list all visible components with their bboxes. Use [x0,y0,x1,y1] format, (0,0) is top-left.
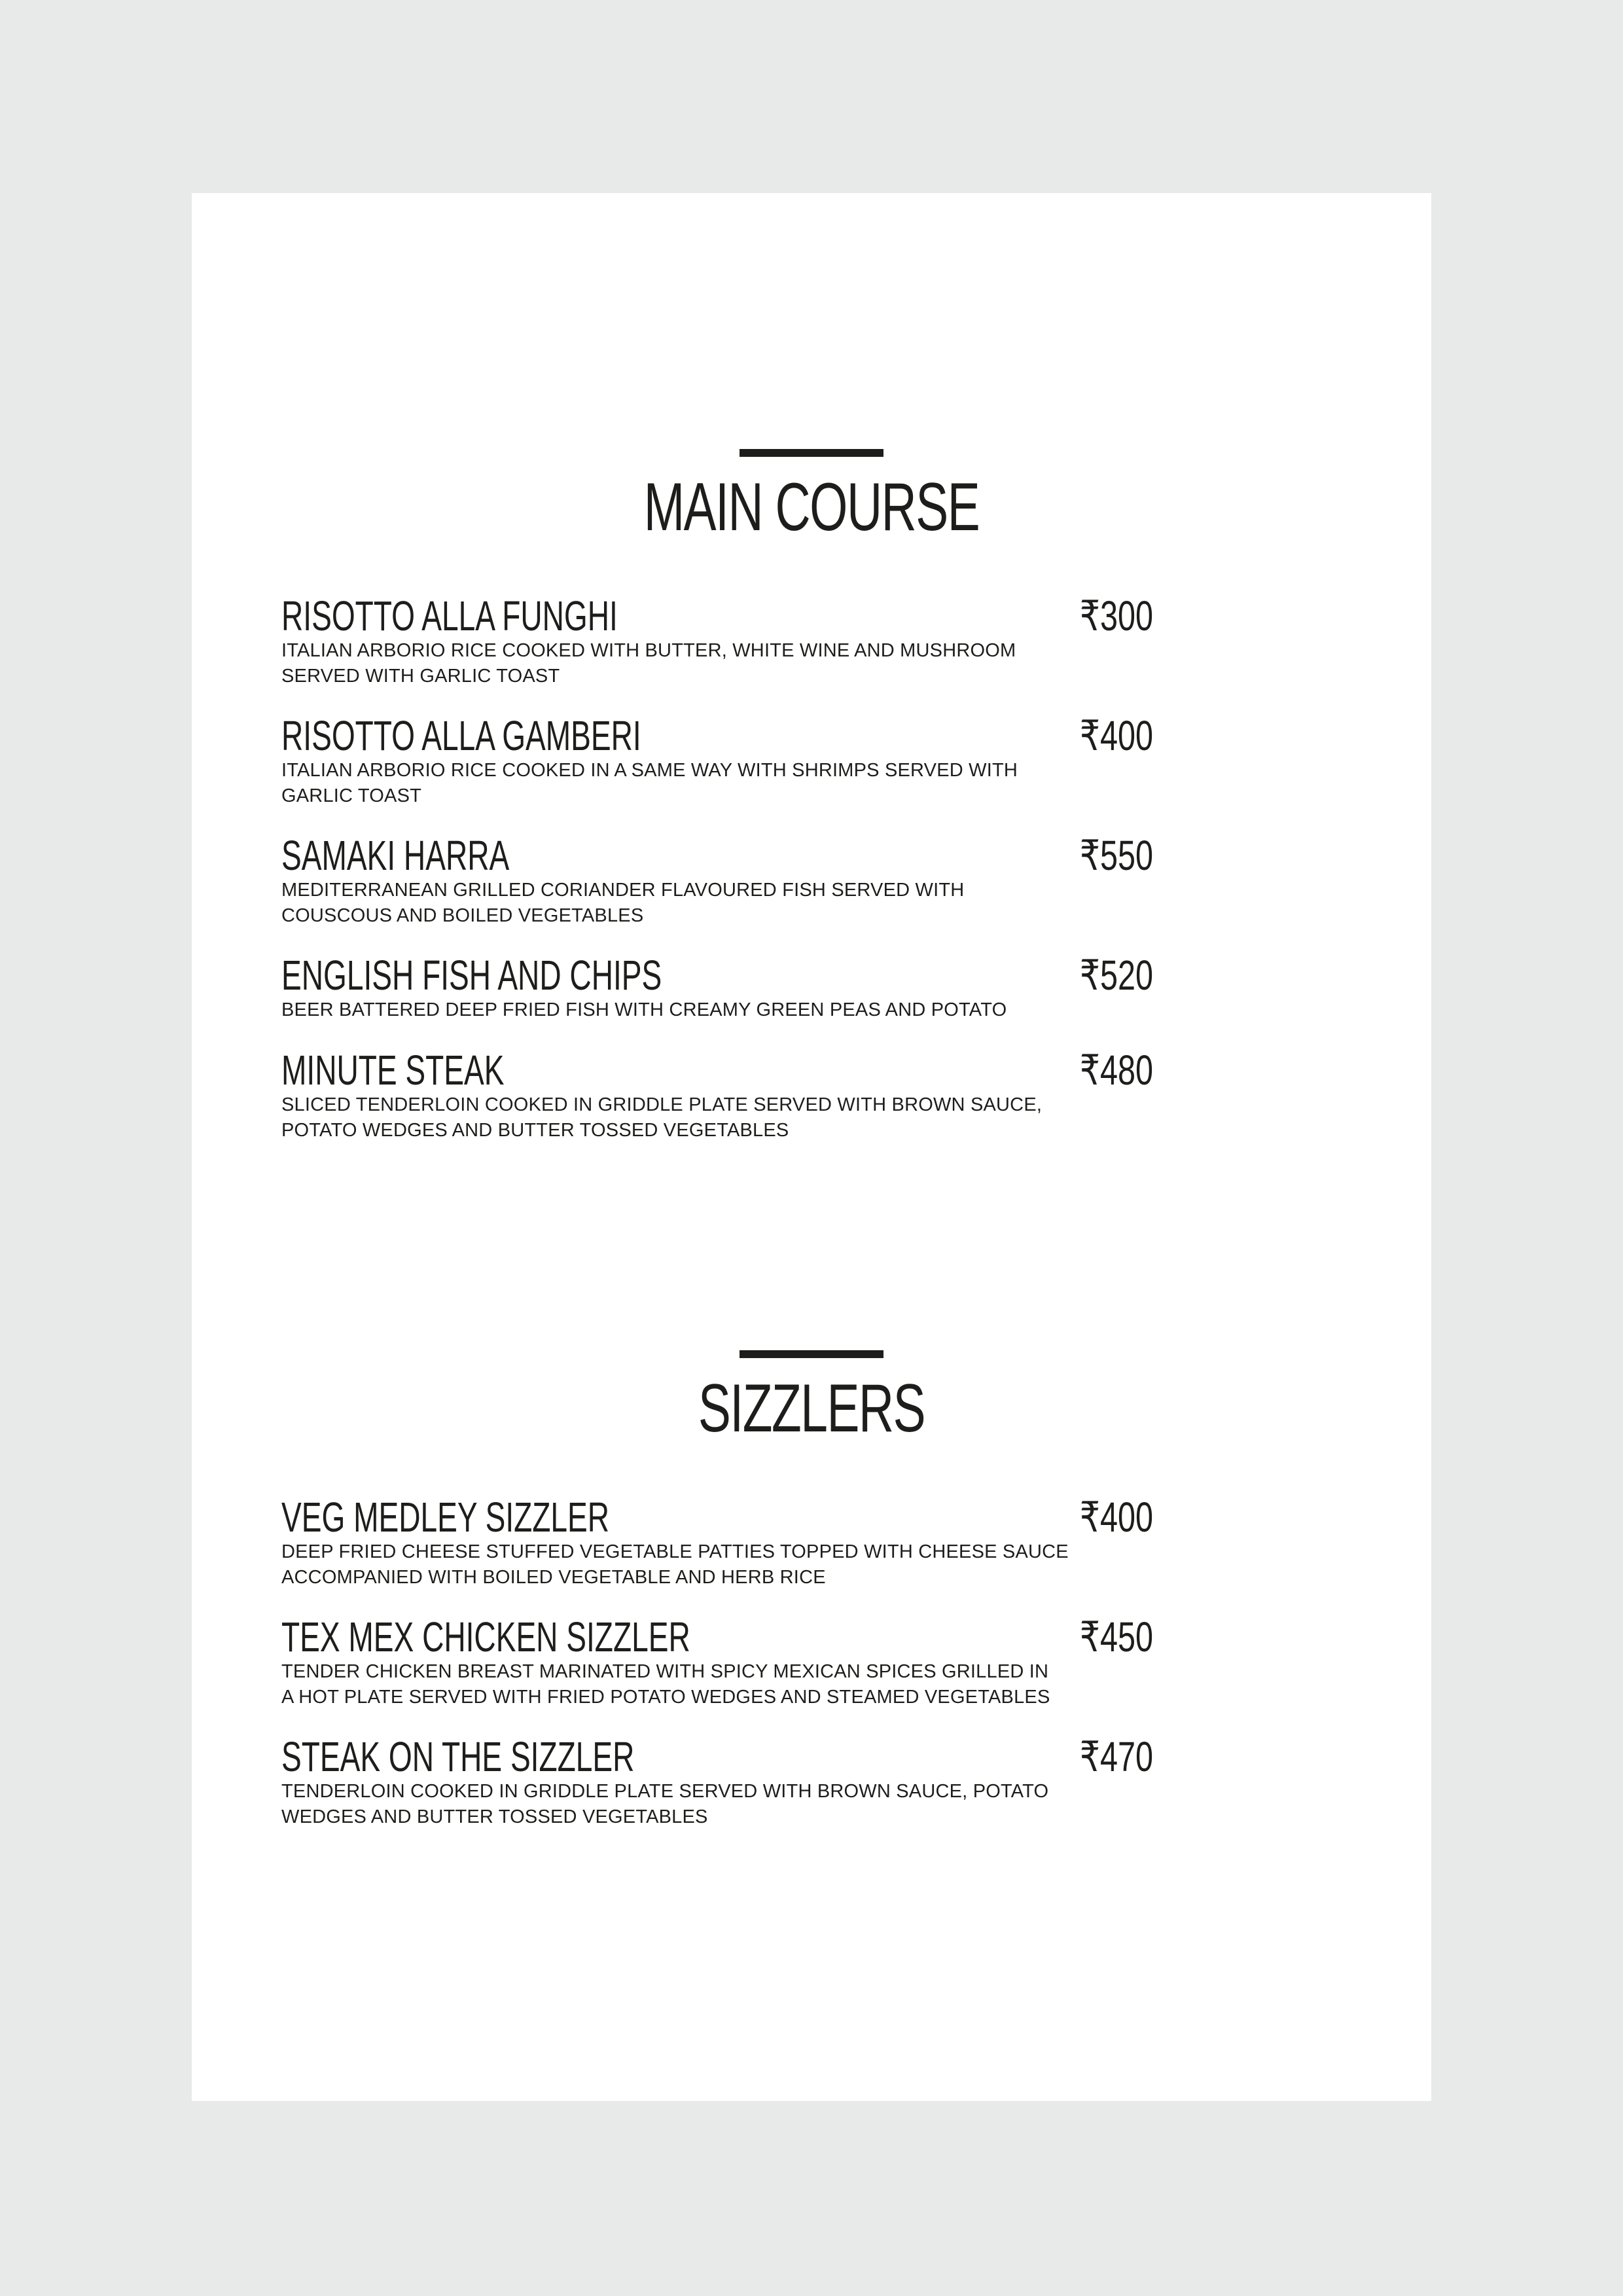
dish-description [281,1779,1049,1830]
dish-name: MINUTE STEAK [281,1047,505,1094]
section-divider-bar [740,1350,883,1358]
dish-name: SAMAKI HARRA [281,832,510,879]
dish-price: ₹300 [1080,592,1154,639]
dish-description [281,758,1018,809]
dish-description-line: A HOT PLATE SERVED WITH FRIED POTATO WEDGES AND STEAMED VEGETABLES [281,1687,1050,1708]
dish-price: ₹450 [1080,1613,1154,1660]
dish-name: RISOTTO ALLA GAMBERI [281,712,641,759]
dish-price: ₹480 [1080,1047,1154,1094]
dish-description-line: SERVED WITH GARLIC TOAST [281,666,560,687]
dish-description-line: ITALIAN ARBORIO RICE COOKED IN A SAME WAY WITH SHRIMPS SERVED WITH [281,760,1018,781]
dish-description [281,1539,1069,1590]
dish-description-line: DEEP FRIED CHEESE STUFFED VEGETABLE PATTIES TOPPED WITH CHEESE SAUCE [281,1541,1069,1562]
dish-description-line: TENDERLOIN COOKED IN GRIDDLE PLATE SERVED WITH BROWN SAUCE, POTATO [281,1781,1049,1802]
dish-description [281,1092,1043,1143]
dish-description-line: WEDGES AND BUTTER TOSSED VEGETABLES [281,1806,708,1827]
dish-description-line: COUSCOUS AND BOILED VEGETABLES [281,905,644,926]
dish-description [281,878,1008,929]
dish-description-line: SLICED TENDERLOIN COOKED IN GRIDDLE PLATE SERVED WITH BROWN SAUCE, [281,1094,1043,1115]
dish-price: ₹400 [1080,1494,1154,1541]
dish-description-line: TENDER CHICKEN BREAST MARINATED WITH SPICY MEXICAN SPICES GRILLED IN [281,1661,1049,1682]
dish-description-line: GARLIC TOAST [281,785,422,806]
dish-price: ₹400 [1080,712,1154,759]
dish-name: STEAK ON THE SIZZLER [281,1733,635,1780]
dish-description-line: POTATO WEDGES AND BUTTER TOSSED VEGETABLES [281,1120,789,1141]
dish-price: ₹520 [1080,952,1154,999]
dish-price: ₹470 [1080,1733,1154,1780]
dish-description [281,997,1008,1023]
dish-description-line: BEER BATTERED DEEP FRIED FISH WITH CREAMY GREEN PEAS AND POTATO [281,999,1007,1020]
dish-description-line: MEDITERRANEAN GRILLED CORIANDER FLAVOURED FISH SERVED WITH [281,880,965,901]
dish-description [281,638,1016,689]
section-title-main-course: MAIN COURSE [643,469,980,545]
dish-name: RISOTTO ALLA FUNGHI [281,592,618,639]
menu-sheet [192,193,1431,2101]
section-title-sizzlers: SIZZLERS [698,1371,925,1446]
dish-description-line: ACCOMPANIED WITH BOILED VEGETABLE AND HERB RICE [281,1567,826,1588]
dish-price: ₹550 [1080,832,1154,879]
dish-name: TEX MEX CHICKEN SIZZLER [281,1613,690,1660]
dish-description [281,1659,1050,1710]
section-divider-bar [740,449,883,457]
dish-description-line: ITALIAN ARBORIO RICE COOKED WITH BUTTER, WHITE WINE AND MUSHROOM [281,640,1016,661]
dish-name: ENGLISH FISH AND CHIPS [281,952,662,999]
dish-name: VEG MEDLEY SIZZLER [281,1494,610,1541]
